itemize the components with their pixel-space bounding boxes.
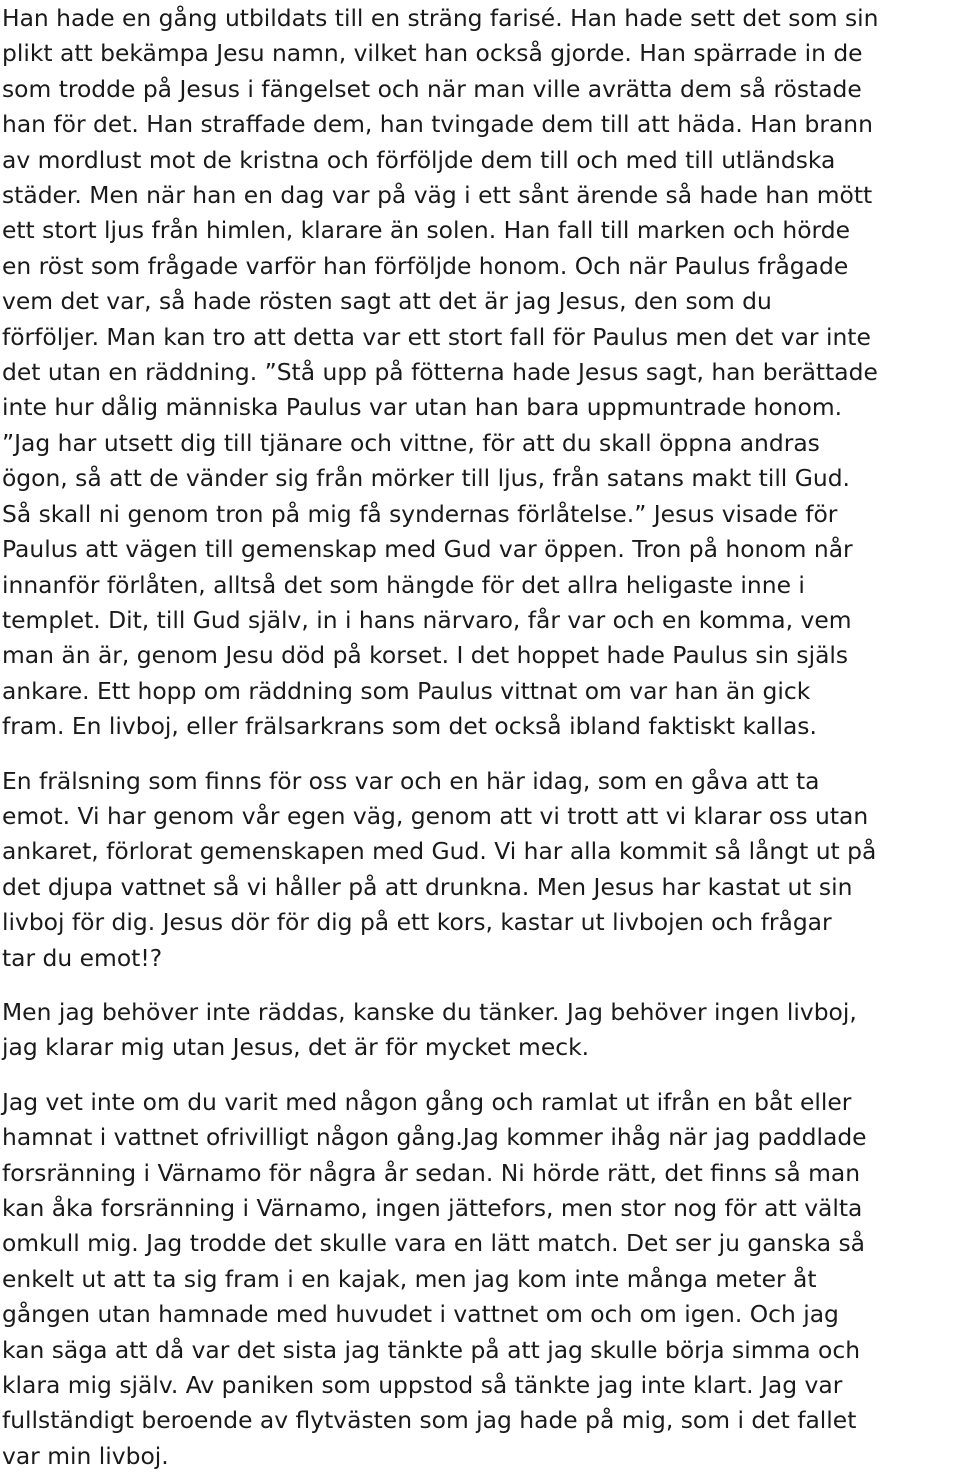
text-line: Han hade en gång utbildats till en sträng farisé. Han hade sett det som sin (2, 4, 879, 32)
text-line: han för det. Han straffade dem, han tvingade dem till att häda. Han brann (2, 110, 873, 139)
text-line: livboj för dig. Jesus dör för dig på ett kors, kastar ut livbojen och frågar (2, 908, 832, 937)
text-line: omkull mig. Jag trodde det skulle vara en lätt match. Det ser ju ganska så (2, 1229, 865, 1258)
text-line: plikt att bekämpa Jesu namn, vilket han också gjorde. Han spärrade in de (2, 39, 863, 68)
text-line: Så skall ni genom tron på mig få syndernas förlåtelse.” Jesus visade för (2, 499, 838, 528)
paragraph-paulus-conversion (2, 1, 958, 745)
paragraph-salvation-gift (2, 764, 958, 976)
text-line: kan åka forsränning i Värnamo, ingen jättefors, men stor nog för att välta (2, 1194, 863, 1222)
text-line: vem det var, så hade rösten sagt att det är jag Jesus, den som du (2, 287, 772, 316)
text-line: enkelt ut att ta sig fram i en kajak, men jag kom inte många meter åt (2, 1264, 817, 1293)
text-line: förföljer. Man kan tro att detta var ett stort fall för Paulus men det var inte (2, 322, 871, 351)
text-line: ett stort ljus från himlen, klarare än solen. Han fall till marken och hörde (2, 216, 850, 245)
text-line: städer. Men när han en dag var på väg i ett sånt ärende så hade han mött (2, 181, 873, 210)
text-line: inte hur dålig människa Paulus var utan han bara uppmuntrade honom. (2, 393, 843, 422)
text-line: ”Jag har utsett dig till tjänare och vittne, för att du skall öppna andras (2, 428, 820, 457)
text-line: fullständigt beroende av flytvästen som jag hade på mig, som i det fallet (2, 1406, 857, 1435)
text-line: klara mig själv. Av paniken som uppstod så tänkte jag inte klart. Jag var (2, 1371, 843, 1400)
text-line: tar du emot!? (2, 943, 163, 972)
text-line: var min livboj. (2, 1441, 169, 1470)
text-line: En frälsning som finns för oss var och en här idag, som en gåva att ta (2, 766, 820, 795)
text-line: det utan en räddning. ”Stå upp på fötterna hade Jesus sagt, han berättade (2, 358, 878, 387)
text-line: gången utan hamnade med huvudet i vattnet om och om igen. Och jag (2, 1300, 839, 1329)
text-line: fram. En livboj, eller frälsarkrans som det också ibland faktiskt kallas. (2, 712, 817, 741)
text-line: jag klarar mig utan Jesus, det är för mycket meck. (2, 1033, 590, 1062)
text-line: ankare. Ett hopp om räddning som Paulus vittnat om var han än gick (2, 676, 811, 705)
text-line: emot. Vi har genom vår egen väg, genom att vi trott att vi klarar oss utan (2, 801, 869, 830)
text-line: man än är, genom Jesu död på korset. I det hoppet hade Paulus sin själs (2, 641, 849, 670)
text-line: innanför förlåten, alltså det som hängde för det allra heligaste inne i (2, 570, 805, 599)
paragraph-no-need-objection (2, 995, 958, 1066)
text-line: av mordlust mot de kristna och förföljde dem till och med till utländska (2, 145, 836, 174)
text-line: hamnat i vattnet ofrivilligt någon gång.Jag kommer ihåg när jag paddlade (2, 1123, 867, 1152)
text-line: forsränning i Värnamo för några år sedan. Ni hörde rätt, det finns så man (2, 1158, 861, 1187)
document-page (2, 0, 958, 1474)
text-line: ankaret, förlorat gemenskapen med Gud. Vi har alla kommit så långt ut på (2, 837, 877, 866)
text-line: Jag vet inte om du varit med någon gång och ramlat ut ifrån en båt eller (2, 1087, 852, 1116)
text-line: som trodde på Jesus i fängelset och när man ville avrätta dem så röstade (2, 74, 862, 103)
text-line: kan säga att då var det sista jag tänkte på att jag skulle börja simma och (2, 1335, 861, 1364)
text-line: templet. Dit, till Gud själv, in i hans närvaro, får var och en komma, vem (2, 605, 852, 634)
text-line: Paulus att vägen till gemenskap med Gud var öppen. Tron på honom når (2, 535, 853, 564)
text-line: ögon, så att de vänder sig från mörker till ljus, från satans makt till Gud. (2, 464, 850, 493)
text-line: det djupa vattnet så vi håller på att drunkna. Men Jesus har kastat ut sin (2, 872, 853, 901)
text-line: Men jag behöver inte räddas, kanske du tänker. Jag behöver ingen livboj, (2, 997, 857, 1026)
paragraph-whitewater-story (2, 1085, 958, 1474)
text-line: en röst som frågade varför han förföljde honom. Och när Paulus frågade (2, 251, 849, 280)
